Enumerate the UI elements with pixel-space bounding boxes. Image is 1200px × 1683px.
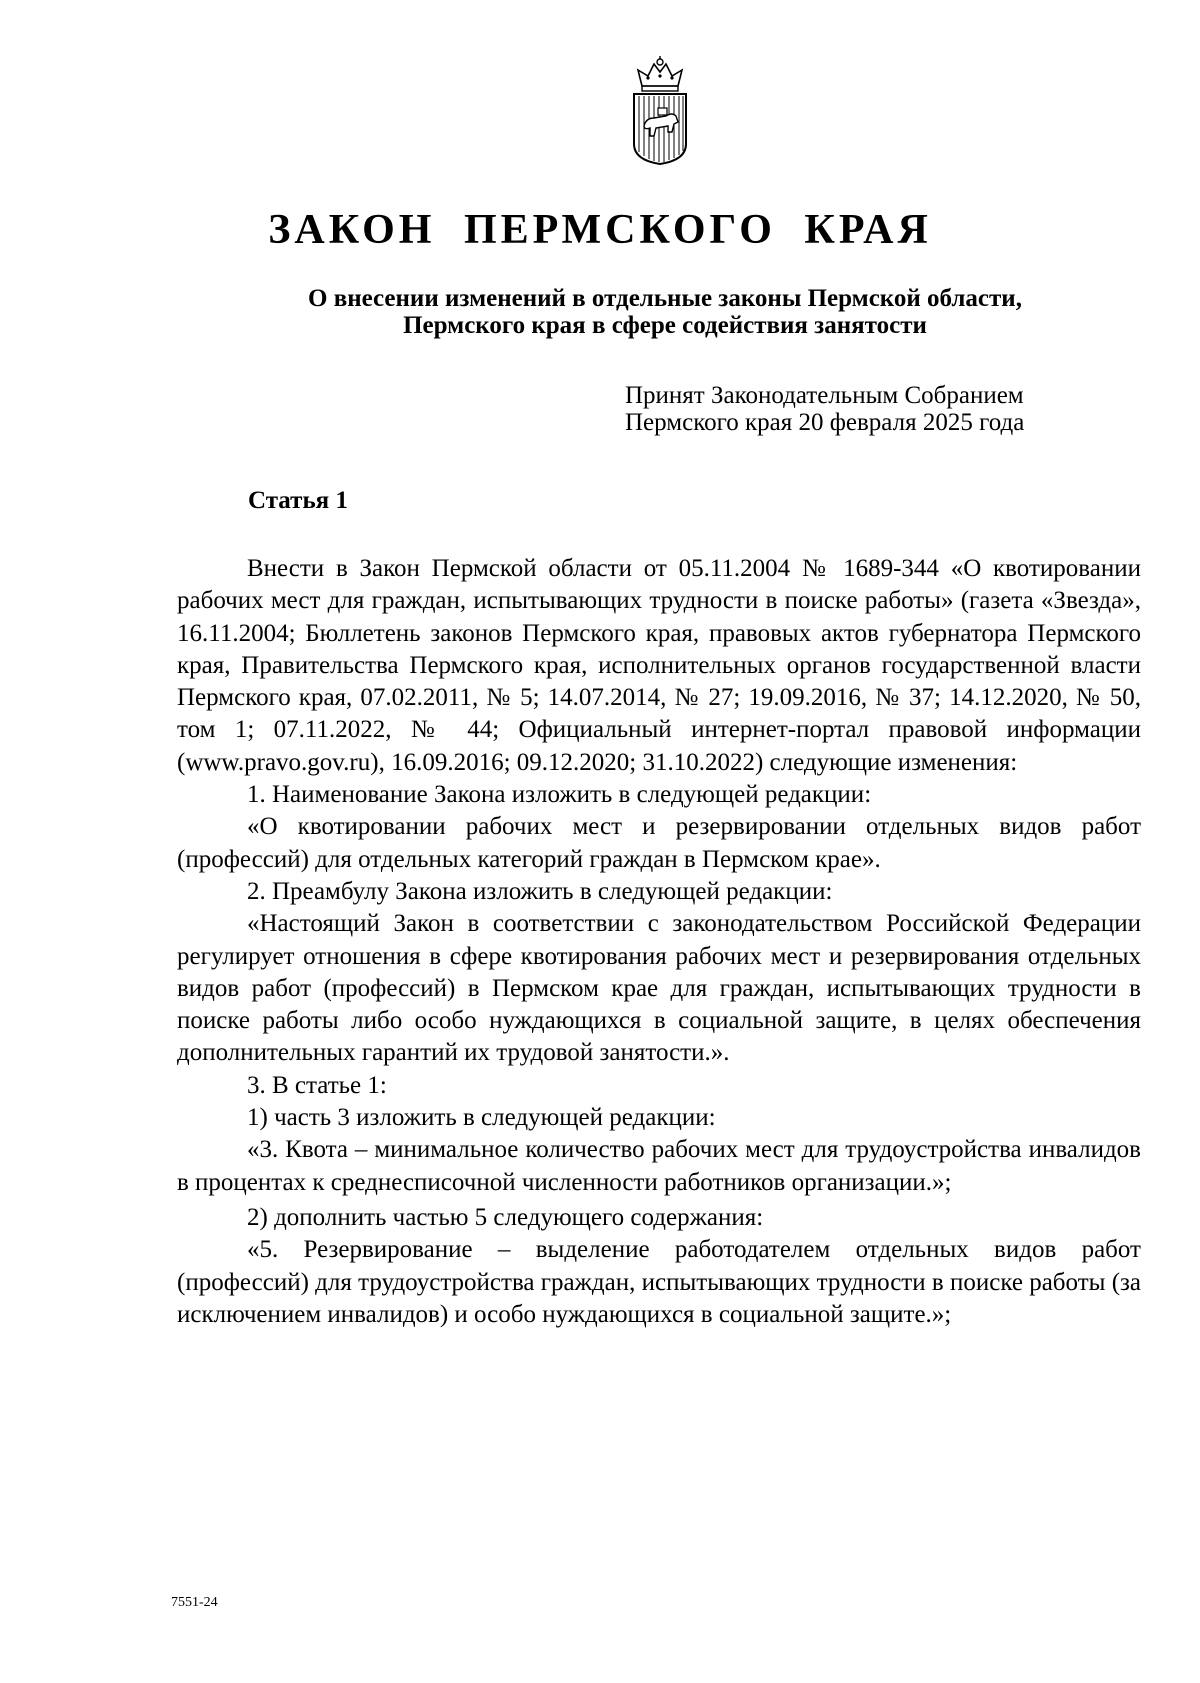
article-heading: Статья 1 bbox=[248, 487, 348, 514]
adoption-line: Принят Законодательным Собранием bbox=[625, 382, 1024, 409]
paragraph: 1) часть 3 изложить в следующей редакции: bbox=[247, 1104, 716, 1132]
paragraph: 1. Наименование Закона изложить в следующей редакции: bbox=[247, 781, 872, 809]
adoption-note bbox=[625, 382, 1085, 436]
article-body bbox=[177, 553, 1141, 1331]
document-code: 7551-24 bbox=[171, 1595, 218, 1610]
perm-krai-coat-of-arms-icon bbox=[626, 56, 694, 166]
paragraph: «5. Резервирование – выделение работодателем отдельных видов работ (профессий) для трудоустройства граждан, испытывающих трудности в поиске работы (за исключением инвалидов) и особо нуждающихся в социальной защите.»; bbox=[177, 1236, 1141, 1328]
paragraph: Внести в Закон Пермской области от 05.11.2004 № 1689-344 «О квотировании рабочих мест для граждан, испытывающих трудности в поиске работы» (газета «Звезда», 16.11.2004; Бюллетень законов Пермского края, правовых актов губернатора Пермского края, Правительства Пермского края, исполнительных органов государственной власти Пермского края, 07.02.2011, № 5; 14.07.2014, № 27; 19.09.2016, № 37; 14.12.2020, № 50, том 1; 07.11.2022, № 44; Официальный интернет-портал правовой информации (www.pravo.gov.ru), 16.09.2016; 09.12.2020; 31.10.2022) следующие изменения: bbox=[177, 555, 1141, 776]
paragraph: 3. В статье 1: bbox=[247, 1071, 387, 1099]
adoption-line: Пермского края 20 февраля 2025 года bbox=[625, 409, 1025, 436]
paragraph: «3. Квота – минимальное количество рабочих мест для трудоустройства инвалидов в процентах к среднесписочной численности работников организации.»; bbox=[177, 1136, 1141, 1196]
paragraph: 2. Преамбулу Закона изложить в следующей редакции: bbox=[247, 877, 833, 905]
paragraph: «Настоящий Закон в соответствии с законодательством Российской Федерации регулирует отношения в сфере квотирования рабочих мест и резервирования отдельных видов работ (профессий) в Пермском крае для граждан, испытывающих трудности в поиске работы либо особо нуждающихся в социальной защите, в целях обеспечения дополнительных гарантий их трудовой занятости.». bbox=[177, 910, 1141, 1067]
subtitle-line: Пермского края в сфере содействия занятости bbox=[403, 312, 927, 339]
subtitle-line: О внесении изменений в отдельные законы Пермской области, bbox=[308, 285, 1022, 312]
paragraph: 2) дополнить частью 5 следующего содержания: bbox=[247, 1203, 764, 1231]
paragraph: «О квотировании рабочих мест и резервировании отдельных видов работ (профессий) для отдельных категорий граждан в Пермском крае». bbox=[177, 813, 1141, 873]
law-subtitle bbox=[0, 285, 1200, 339]
law-title: ЗАКОН ПЕРМСКОГО КРАЯ bbox=[268, 207, 932, 253]
